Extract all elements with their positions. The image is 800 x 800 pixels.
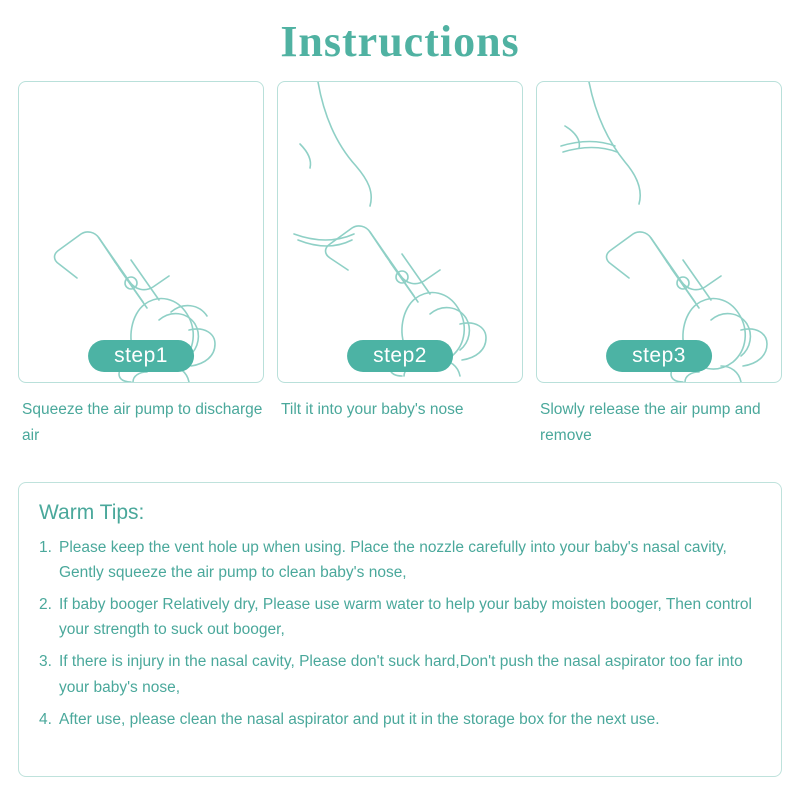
warm-tips-panel — [18, 482, 782, 777]
hand-squeezing-nasal-aspirator-icon — [19, 82, 263, 382]
list-item — [39, 592, 761, 642]
list-item — [39, 649, 761, 699]
step-2-badge: step2 — [347, 340, 453, 372]
step-2 — [277, 81, 523, 448]
tip-number: 1. — [39, 539, 52, 556]
steps-row — [0, 67, 800, 448]
tip-number: 4. — [39, 710, 52, 728]
aspirator-tilted-into-baby-nose-icon — [278, 82, 522, 382]
step-3-badge: step3 — [606, 340, 712, 372]
step-3-card — [536, 81, 782, 383]
step-1-caption: Squeeze the air pump to discharge air — [22, 401, 263, 444]
tip-number: 2. — [39, 596, 52, 614]
step-2-card — [277, 81, 523, 383]
step-3 — [536, 81, 782, 448]
list-item — [39, 535, 761, 585]
step-2-caption: Tilt it into your baby's nose — [281, 401, 464, 418]
tip-text: If baby booger Relatively dry, Please use warm water to help your baby moisten booger, Then control your strength to suck out booger, — [59, 596, 752, 639]
releasing-air-pump-and-removing-icon — [537, 82, 781, 382]
warm-tips-list — [39, 535, 761, 732]
step-1 — [18, 81, 264, 448]
page-title: Instructions — [280, 17, 520, 66]
tip-text: After use, please clean the nasal aspirator and put it in the storage box for the next use. — [59, 710, 660, 728]
step-3-caption: Slowly release the air pump and remove — [540, 401, 761, 444]
tip-text: Please keep the vent hole up when using. Place the nozzle carefully into your baby's nasal cavity, Gently squeeze the air pump to clean baby's nose, — [59, 539, 727, 582]
step-1-card — [18, 81, 264, 383]
list-item — [39, 707, 761, 732]
tip-text: If there is injury in the nasal cavity, Please don't suck hard,Don't push the nasal aspirator too far into your baby's nose, — [59, 653, 743, 696]
tip-number: 3. — [39, 653, 52, 671]
step-1-badge: step1 — [88, 340, 194, 372]
warm-tips-title: Warm Tips: — [39, 501, 145, 524]
